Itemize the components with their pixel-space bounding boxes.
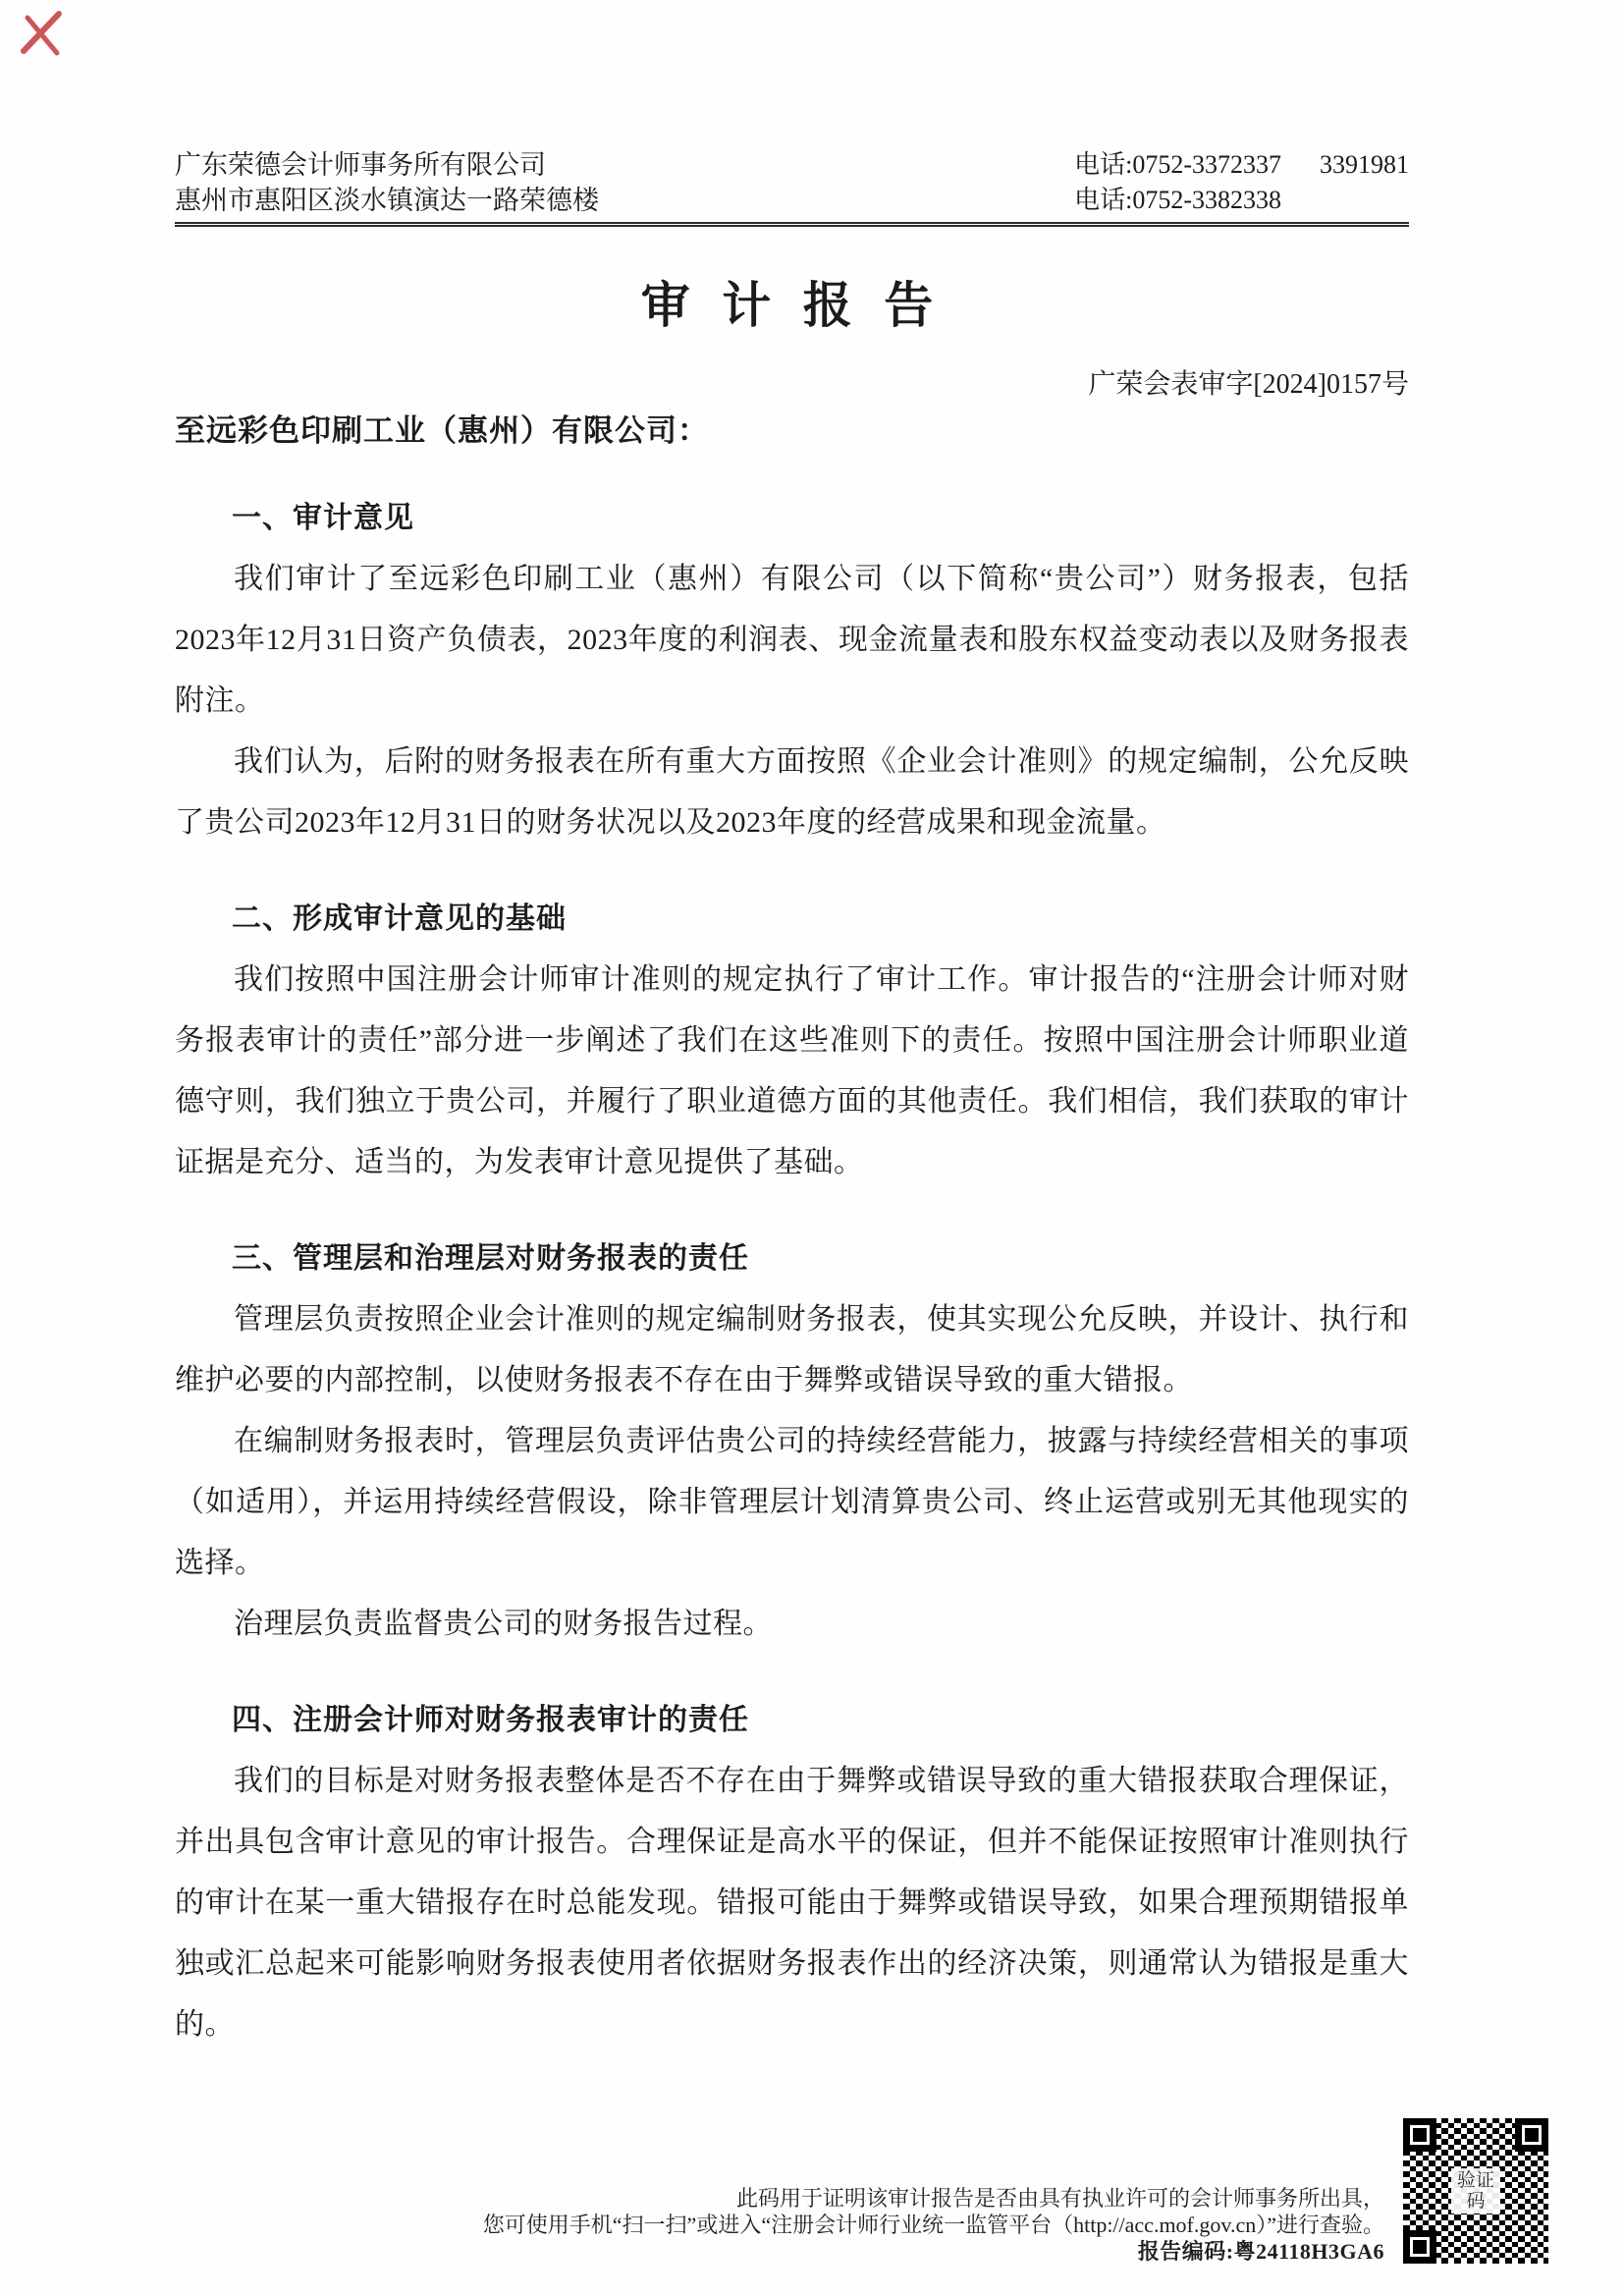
section-heading: 二、形成审计意见的基础 bbox=[232, 902, 567, 935]
section-basis-for-opinion bbox=[175, 889, 1409, 1193]
paragraph: 管理层负责按照企业会计准则的规定编制财务报表，使其实现公允反映，并设计、执行和维护必要的内部控制，以使财务报表不存在由于舞弊或错误导致的重大错报。 bbox=[175, 1303, 1409, 1396]
paragraph: 我们审计了至远彩色印刷工业（惠州）有限公司（以下简称“贵公司”）财务报表，包括2023年12月31日资产负债表，2023年度的利润表、现金流量表和股东权益变动表以及财务报表附注。 bbox=[175, 563, 1409, 717]
verification-line-1: 此码用于证明该审计报告是否由具有执业许可的会计师事务所出具， bbox=[735, 2186, 1384, 2211]
firm-block bbox=[175, 147, 599, 218]
page-title: 审 计 报 告 bbox=[640, 278, 944, 333]
report-code: 报告编码:粤24118H3GA6 bbox=[1137, 2239, 1384, 2264]
paragraph: 在编制财务报表时，管理层负责评估贵公司的持续经营能力，披露与持续经营相关的事项（如适用），并运用持续经营假设，除非管理层计划清算贵公司、终止运营或别无其他现实的选择。 bbox=[175, 1425, 1409, 1579]
paragraph: 我们按照中国注册会计师审计准则的规定执行了审计工作。审计报告的“注册会计师对财务报表审计的责任”部分进一步阐述了我们在这些准则下的责任。按照中国注册会计师职业道德守则，我们独立于贵公司，并履行了职业道德方面的其他责任。我们相信，我们获取的审计证据是充分、适当的，为发表审计意见提供了基础。 bbox=[175, 963, 1409, 1178]
section-heading: 三、管理层和治理层对财务报表的责任 bbox=[232, 1242, 749, 1275]
qr-center-label: 验证码 bbox=[1451, 2168, 1500, 2214]
letterhead bbox=[175, 0, 1409, 227]
phone-line-2: 电话:0752-3382338 bbox=[1074, 186, 1281, 214]
phone-block bbox=[1074, 147, 1409, 218]
section-auditor-responsibility bbox=[175, 1690, 1409, 2055]
verification-line-2: 您可使用手机“扫一扫”或进入“注册会计师行业统一监管平台（http://acc.mof.gov.cn）”进行查验。 bbox=[482, 2213, 1384, 2237]
section-management-responsibility bbox=[175, 1229, 1409, 1655]
qr-finder-icon bbox=[1403, 2118, 1436, 2152]
verification-note bbox=[285, 2185, 1384, 2265]
verification-qr-code bbox=[1403, 2118, 1548, 2264]
phone-line-1: 电话:0752-3372337 3391981 bbox=[1074, 150, 1409, 179]
qr-finder-icon bbox=[1515, 2118, 1548, 2152]
qr-finder-icon bbox=[1403, 2230, 1436, 2264]
firm-address: 惠州市惠阳区淡水镇演达一路荣德楼 bbox=[175, 186, 599, 215]
addressee: 至远彩色印刷工业（惠州）有限公司： bbox=[175, 413, 709, 448]
section-heading: 四、注册会计师对财务报表审计的责任 bbox=[232, 1704, 749, 1736]
firm-name: 广东荣德会计师事务所有限公司 bbox=[175, 150, 546, 180]
paragraph: 我们认为，后附的财务报表在所有重大方面按照《企业会计准则》的规定编制，公允反映了贵公司2023年12月31日的财务状况以及2023年度的经营成果和现金流量。 bbox=[175, 745, 1409, 839]
paragraph: 治理层负责监督贵公司的财务报告过程。 bbox=[234, 1608, 773, 1640]
red-corner-mark bbox=[18, 8, 69, 61]
paragraph: 我们的目标是对财务报表整体是否不存在由于舞弊或错误导致的重大错报获取合理保证，并出具包含审计意见的审计报告。合理保证是高水平的保证，但并不能保证按照审计准则执行的审计在某一重大错报存在时总能发现。错报可能由于舞弊或错误导致，如果合理预期错报单独或汇总起来可能影响财务报表使用者依据财务报表作出的经济决策，则通常认为错报是重大的。 bbox=[175, 1765, 1409, 2041]
report-number: 广荣会表审字[2024]0157号 bbox=[1088, 369, 1409, 400]
section-audit-opinion bbox=[175, 488, 1409, 853]
section-heading: 一、审计意见 bbox=[232, 502, 414, 534]
